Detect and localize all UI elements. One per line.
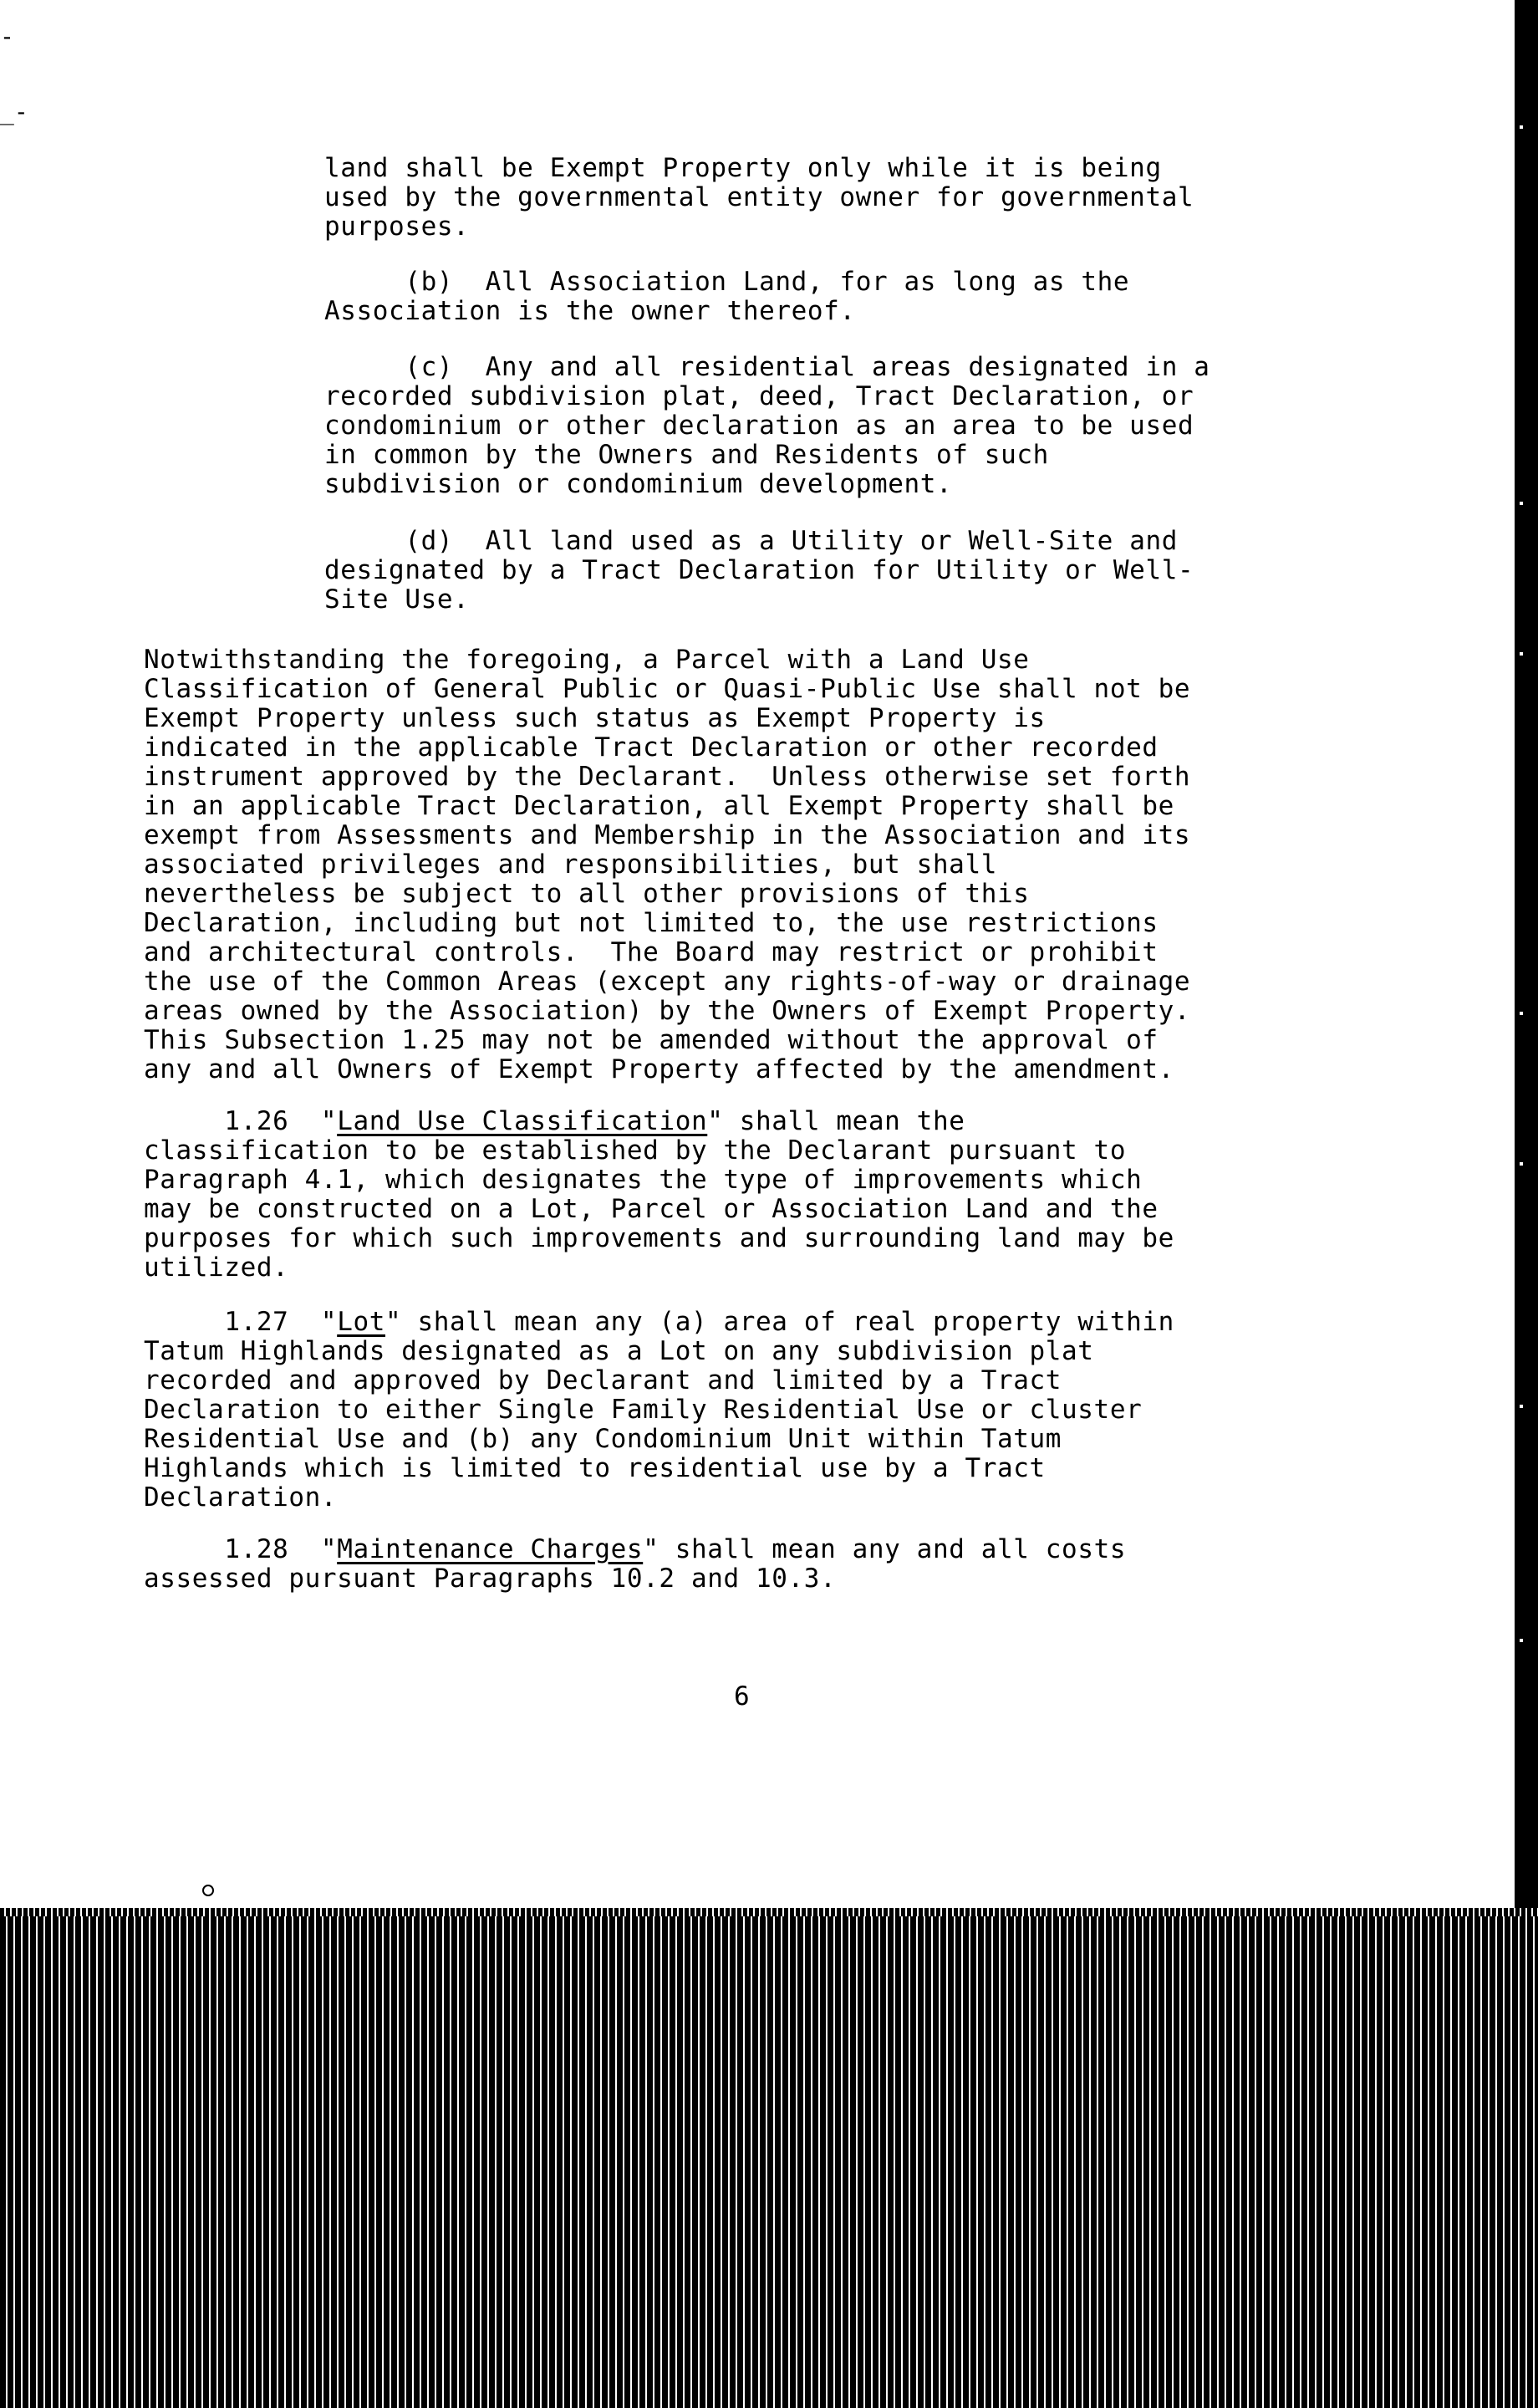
section-1-27-lot <box>144 1308 1174 1513</box>
paragraph-c-residential-areas: (c) Any and all residential areas designated in a recorded subdivision plat, deed, Tract Declaration, or condominium or other declaration as an area to be used in common by the Owners and Residents of such subdivision or condominium development. <box>324 352 1210 499</box>
section-1-26-land-use-classification <box>144 1107 1174 1283</box>
scan-right-edge-border <box>1515 0 1538 1908</box>
scan-circle-mark <box>202 1885 214 1896</box>
section-1-27-lead: 1.27 " <box>144 1307 338 1337</box>
margin-mark-top: - <box>0 23 14 50</box>
section-1-28-maintenance-charges <box>144 1535 1126 1594</box>
section-1-27-body: " shall mean any (a) area of real property within Tatum Highlands designated as a Lot on any subdivision plat recorded and approved by Declarant and limited by a Tract Declaration to either Single Family Residential Use or cluster Residential Use and (b) any Condominium Unit within Tatum Highlands which is limited to residential use by a Tract Declaration. <box>144 1307 1174 1513</box>
section-1-28-lead: 1.28 " <box>144 1534 338 1564</box>
section-1-28-body: " shall mean any and all costs assessed pursuant Paragraphs 10.2 and 10.3. <box>144 1534 1127 1594</box>
scan-striped-band <box>0 1908 1538 2408</box>
paragraph-d-utility-well-site: (d) All land used as a Utility or Well-Site and designated by a Tract Declaration for Utility or Well- Site Use. <box>324 526 1194 615</box>
section-1-26-lead: 1.26 " <box>144 1106 338 1136</box>
defined-term-land-use-classification: Land Use Classification <box>337 1106 708 1136</box>
defined-term-maintenance-charges: Maintenance Charges <box>337 1534 644 1564</box>
section-1-26-body: " shall mean the classification to be established by the Declarant pursuant to Paragraph 4.1, which designates the type of improvements which may be constructed on a Lot, Parcel or Association Land and the purposes for which such improvements and surrounding land may be utilized. <box>144 1106 1174 1283</box>
margin-mark-second: _- <box>0 98 28 125</box>
defined-term-lot: Lot <box>337 1307 385 1337</box>
paragraph-notwithstanding: Notwithstanding the foregoing, a Parcel with a Land Use Classification of General Public or Quasi-Public Use shall not be Exempt Property unless such status as Exempt Property is indicated in the applicable Tract Declaration or other recorded instrument approved by the Declarant. Unless otherwise set forth in an applicable Tract Declaration, all Exempt Property shall be exempt from Assessments and Membership in the Association and its associated privileges and responsibilities, but shall nevertheless be subject to all other provisions of this Declaration, including but not limited to, the use restrictions and architectural controls. The Board may restrict or prohibit the use of the Common Areas (except any rights-of-way or drainage areas owned by the Association) by the Owners of Exempt Property. This Subsection 1.25 may not be amended without the approval of any and all Owners of Exempt Property affected by the amendment. <box>144 645 1191 1084</box>
paragraph-b-association-land: (b) All Association Land, for as long as the Association is the owner thereof. <box>324 267 1130 326</box>
paragraph-exempt-continuation: land shall be Exempt Property only while it is being used by the governmental entity owner for governmental purposes. <box>324 153 1194 242</box>
page-number: 6 <box>734 1681 750 1712</box>
